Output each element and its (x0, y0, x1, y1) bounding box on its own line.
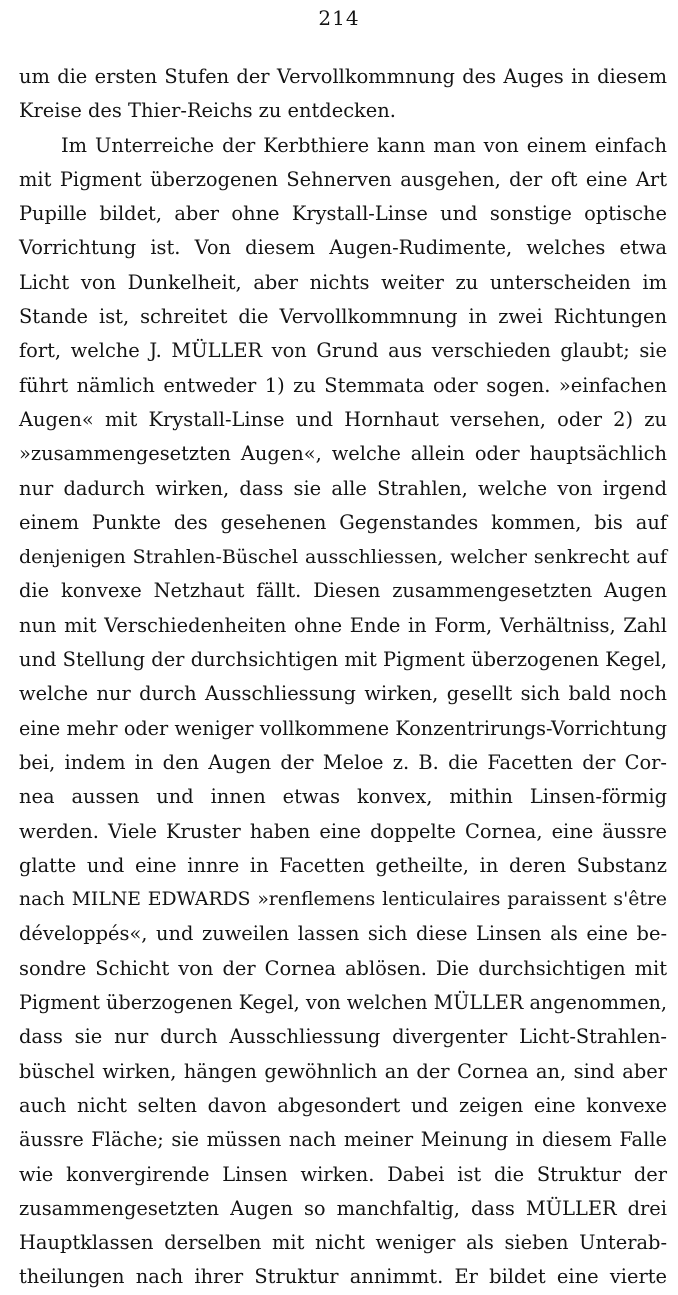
text-line: Licht von Dunkelheit, aber nichts weiter zu unterscheiden im (19, 270, 667, 294)
text-line: wie konvergirende Linsen wirken. Dabei ist die Struktur der (19, 1162, 667, 1186)
text-line: Augen« mit Krystall-Linse und Hornhaut versehen, oder 2) zu (19, 407, 667, 431)
text-line: »zusammengesetzten Augen«, welche allein oder hauptsächlich (19, 442, 667, 466)
text-line: führt nämlich entweder 1) zu Stemmata oder sogen. »einfachen (19, 373, 667, 397)
text-line: eine mehr oder weniger vollkommene Konzentrirungs-Vorrichtung (19, 716, 667, 740)
text-line: einem Punkte des gesehenen Gegenstandes kommen, bis auf (19, 510, 667, 534)
text-line: Kreise des Thier-Reichs zu entdecken. (19, 99, 396, 123)
text-line: äussre Fläche; sie müssen nach meiner Meinung in diesem Falle (19, 1128, 667, 1152)
text-line: büschel wirken, hängen gewöhnlich an der Cornea an, sind aber (19, 1059, 667, 1083)
text-line: denjenigen Strahlen-Büschel ausschliessen, welcher senkrecht auf (19, 546, 667, 569)
text-line: bei, indem in den Augen der Meloe z. B. die Facetten der Cor- (19, 750, 667, 774)
text-line: nach MILNE EDWARDS »renflemens lenticulaires paraissent s'être (19, 889, 667, 911)
text-line: Stande ist, schreitet die Vervollkommnung in zwei Richtungen (19, 305, 667, 329)
text-line: die konvexe Netzhaut fällt. Diesen zusammengesetzten Augen (19, 579, 667, 603)
text-line: fort, welche J. MÜLLER von Grund aus verschieden glaubt; sie (19, 339, 667, 363)
text-line: auch nicht selten davon abgesondert und zeigen eine konvexe (19, 1093, 667, 1117)
text-line: glatte und eine innre in Facetten getheilte, in deren Substanz (19, 853, 667, 877)
text-line: nur dadurch wirken, dass sie alle Strahlen, welche von irgend (19, 476, 667, 500)
text-line: nea aussen und innen etwas konvex, mithin Linsen-förmig (19, 785, 667, 809)
text-line: Vorrichtung ist. Von diesem Augen-Rudimente, welches etwa (19, 236, 667, 260)
page-number: 214 (318, 6, 360, 30)
text-line: welche nur durch Ausschliessung wirken, gesellt sich bald noch (19, 682, 667, 706)
text-line: Hauptklassen derselben mit nicht weniger als sieben Unterab- (19, 1231, 667, 1255)
text-line: werden. Viele Kruster haben eine doppelte Cornea, eine äussre (19, 819, 667, 843)
body-text (19, 60, 667, 1295)
text-line: und Stellung der durchsichtigen mit Pigment überzogenen Kegel, (19, 648, 667, 672)
text-line: Im Unterreiche der Kerbthiere kann man von einem einfach (61, 133, 667, 157)
text-line: sondre Schicht von der Cornea ablösen. Die durchsichtigen mit (19, 956, 667, 980)
text-line: développés«, und zuweilen lassen sich diese Linsen als eine be- (19, 922, 667, 946)
text-line: theilungen nach ihrer Struktur annimmt. Er bildet eine vierte (19, 1265, 667, 1289)
text-line: dass sie nur durch Ausschliessung divergenter Licht-Strahlen- (19, 1025, 667, 1049)
text-line: um die ersten Stufen der Vervollkommnung des Auges in diesem (19, 65, 667, 88)
text-line: Pigment überzogenen Kegel, von welchen MÜLLER angenommen, (19, 991, 667, 1015)
text-line: mit Pigment überzogenen Sehnerven ausgehen, der oft eine Art (19, 167, 667, 191)
text-line: nun mit Verschiedenheiten ohne Ende in Form, Verhältniss, Zahl (19, 613, 667, 637)
text-line: Pupille bildet, aber ohne Krystall-Linse und sonstige optische (19, 202, 667, 226)
text-line: zusammengesetzten Augen so manchfaltig, dass MÜLLER drei (19, 1196, 667, 1220)
